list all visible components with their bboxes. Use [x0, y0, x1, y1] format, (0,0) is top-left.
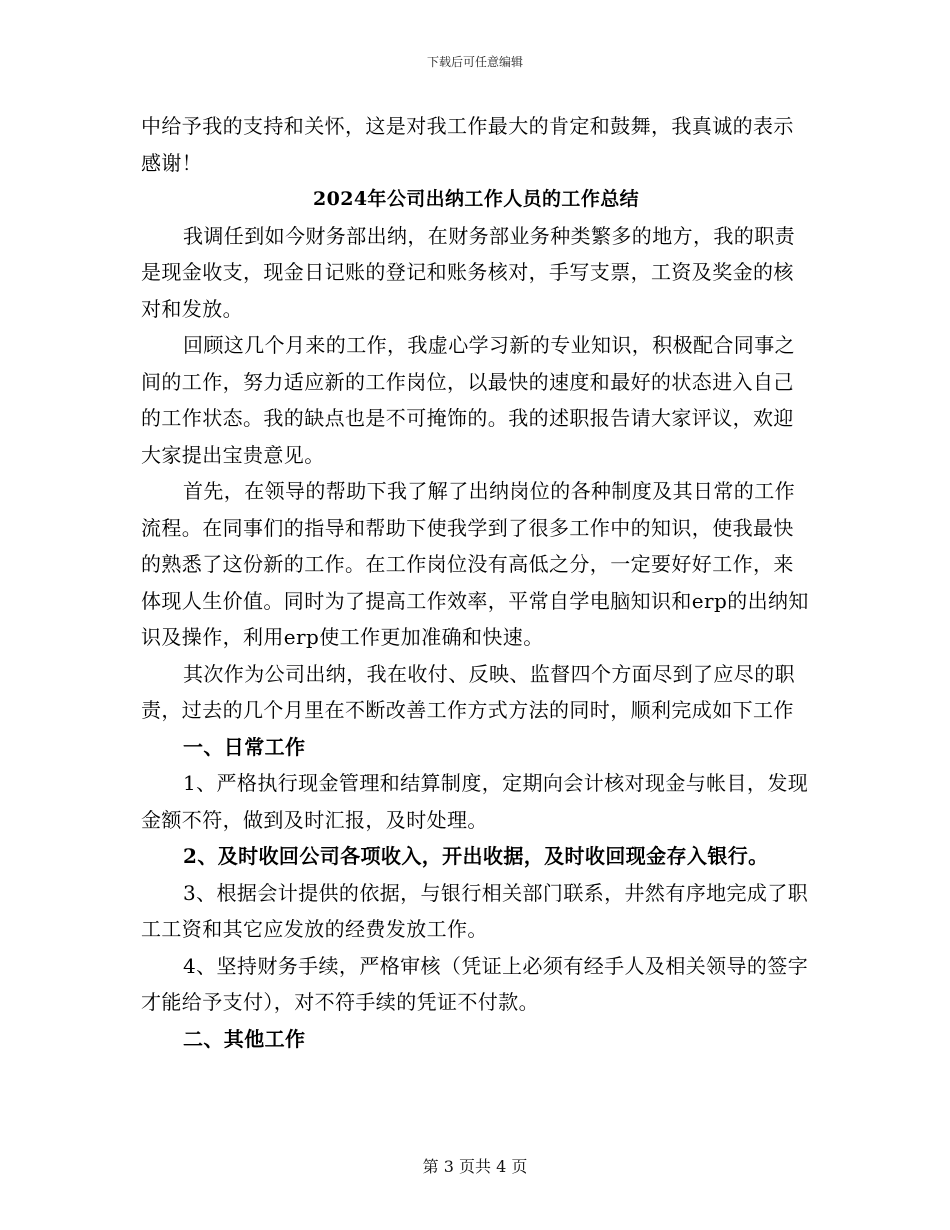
continuation-paragraph: 中给予我的支持和关怀，这是对我工作最大的肯定和鼓舞，我真诚的表示感谢！	[141, 114, 794, 175]
paragraph-1: 我调任到如今财务部出纳，在财务部业务种类繁多的地方，我的职责是现金收支，现金日记账的登记和账务核对，手写支票，工资及奖金的核对和发放。	[141, 223, 795, 321]
page-header: 下载后可任意编辑	[426, 55, 523, 69]
page-footer: 第 3 页共 4 页	[422, 1157, 528, 1176]
paragraph-2: 回顾这几个月来的工作，我虚心学习新的专业知识，积极配合同事之间的工作，努力适应新的工作岗位，以最快的速度和最好的状态进入自己的工作状态。我的缺点也是不可掩饰的。我的述职报告请大家评议，欢迎大家提出宝贵意见。	[141, 333, 795, 467]
document-body	[141, 108, 811, 1057]
paragraph-3: 首先，在领导的帮助下我了解了出纳岗位的各种制度及其日常的工作流程。在同事们的指导和帮助下使我学到了很多工作中的知识，使我最快的熟悉了这份新的工作。在工作岗位没有高低之分，一定要好好工作，来体现人生价值。同时为了提高工作效率，平常自学电脑知识和erp的出纳知识及操作，利用erp使工作更加准确和快速。	[141, 479, 809, 649]
list-item-4: 4、坚持财务手续，严格审核（凭证上必须有经手人及相关领导的签字才能给予支付），对不符手续的凭证不付款。	[141, 953, 809, 1014]
paragraph-4: 其次作为公司出纳，我在收付、反映、监督四个方面尽到了应尽的职责，过去的几个月里在不断改善工作方式方法的同时，顺利完成如下工作	[141, 661, 795, 722]
list-item-3: 3、根据会计提供的依据，与银行相关部门联系，井然有序地完成了职工工资和其它应发放的经费发放工作。	[141, 880, 809, 941]
document-title: 2024年公司出纳工作人员的工作总结	[312, 188, 640, 210]
list-item-1: 1、严格执行现金管理和结算制度，定期向会计核对现金与帐目，发现金额不符，做到及时汇报，及时处理。	[141, 771, 809, 832]
section-heading-daily-work: 一、日常工作	[183, 734, 306, 759]
section-heading-other-work: 二、其他工作	[183, 1026, 306, 1051]
list-item-2: 2、及时收回公司各项收入，开出收据，及时收回现金存入银行。	[183, 844, 769, 868]
